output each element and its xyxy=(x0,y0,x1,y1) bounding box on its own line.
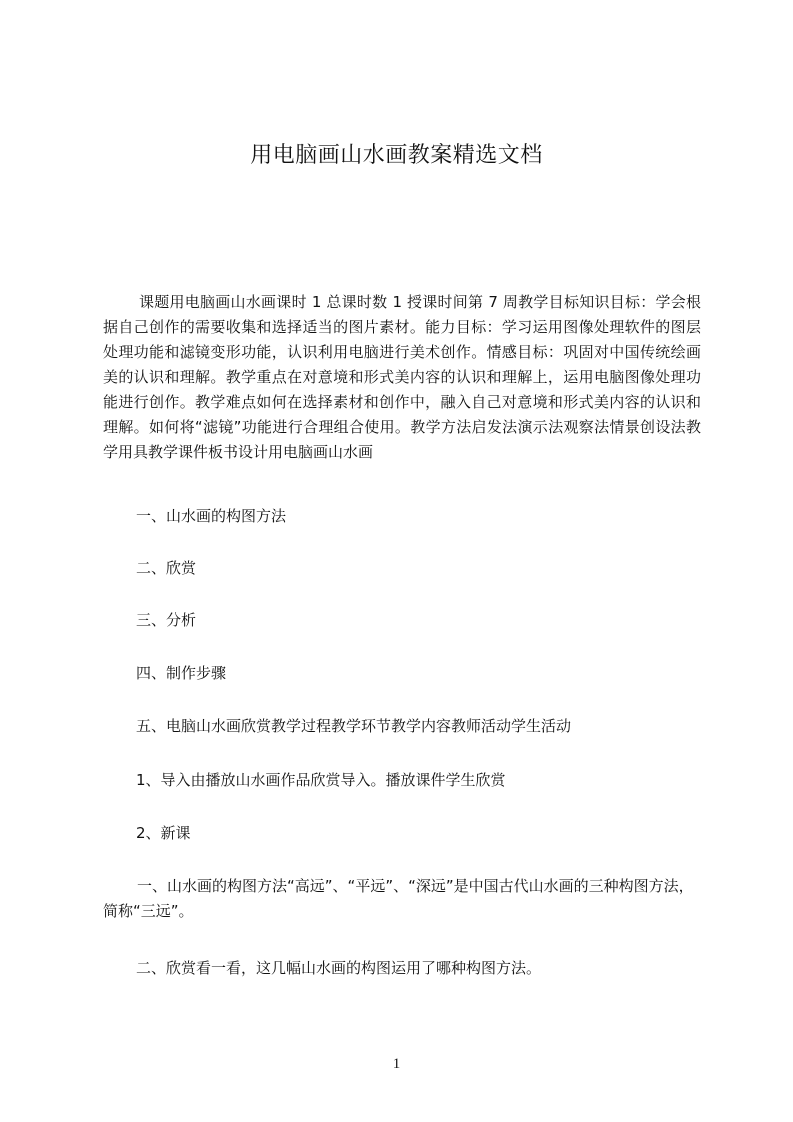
outline-item-steps: 四、制作步骤 xyxy=(136,664,227,682)
outline-item-appreciation: 二、欣赏 xyxy=(136,559,197,577)
outline-item-analysis: 三、分析 xyxy=(136,611,197,629)
outline-item-teaching-process: 五、电脑山水画欣赏教学过程教学环节教学内容教师活动学生活动 xyxy=(136,717,572,735)
composition-methods-paragraph: 一、山水画的构图方法“高远”、“平远”、“深远”是中国古代山水画的三种构图方法，简称“三远”。 xyxy=(103,877,694,920)
document-title: 用电脑画山水画教案精选文档 xyxy=(250,143,543,168)
outline-item-composition: 一、山水画的构图方法 xyxy=(136,507,287,525)
page-number: 1 xyxy=(392,1056,401,1072)
outline-item-new-lesson: 2、新课 xyxy=(136,824,191,842)
appreciation-line: 二、欣赏看一看，这几幅山水画的构图运用了哪种构图方法。 xyxy=(136,959,542,977)
outline-item-introduction: 1、导入由播放山水画作品欣赏导入。播放课件学生欣赏 xyxy=(136,771,506,789)
lesson-overview-paragraph: 课题用电脑画山水画课时 1 总课时数 1 授课时间第 7 周教学目标知识目标：学会根据自己创作的需要收集和选择适当的图片素材。能力目标：学习运用图像处理软件的图层处理功能和滤镜变形功能，认识利用电脑进行美术创作。情感目标：巩固对中国传统绘画美的认识和理解。教学重点在对意境和形式美内容的认识和理解上，运用电脑图像处理功能进行创作。教学难点如何在选择素材和创作中，融入自己对意境和形式美内容的认识和理解。如何将“滤镜”功能进行合理组合使用。教学方法启发法演示法观察法情景创设法教学用具教学课件板书设计用电脑画山水画 xyxy=(103,293,701,461)
